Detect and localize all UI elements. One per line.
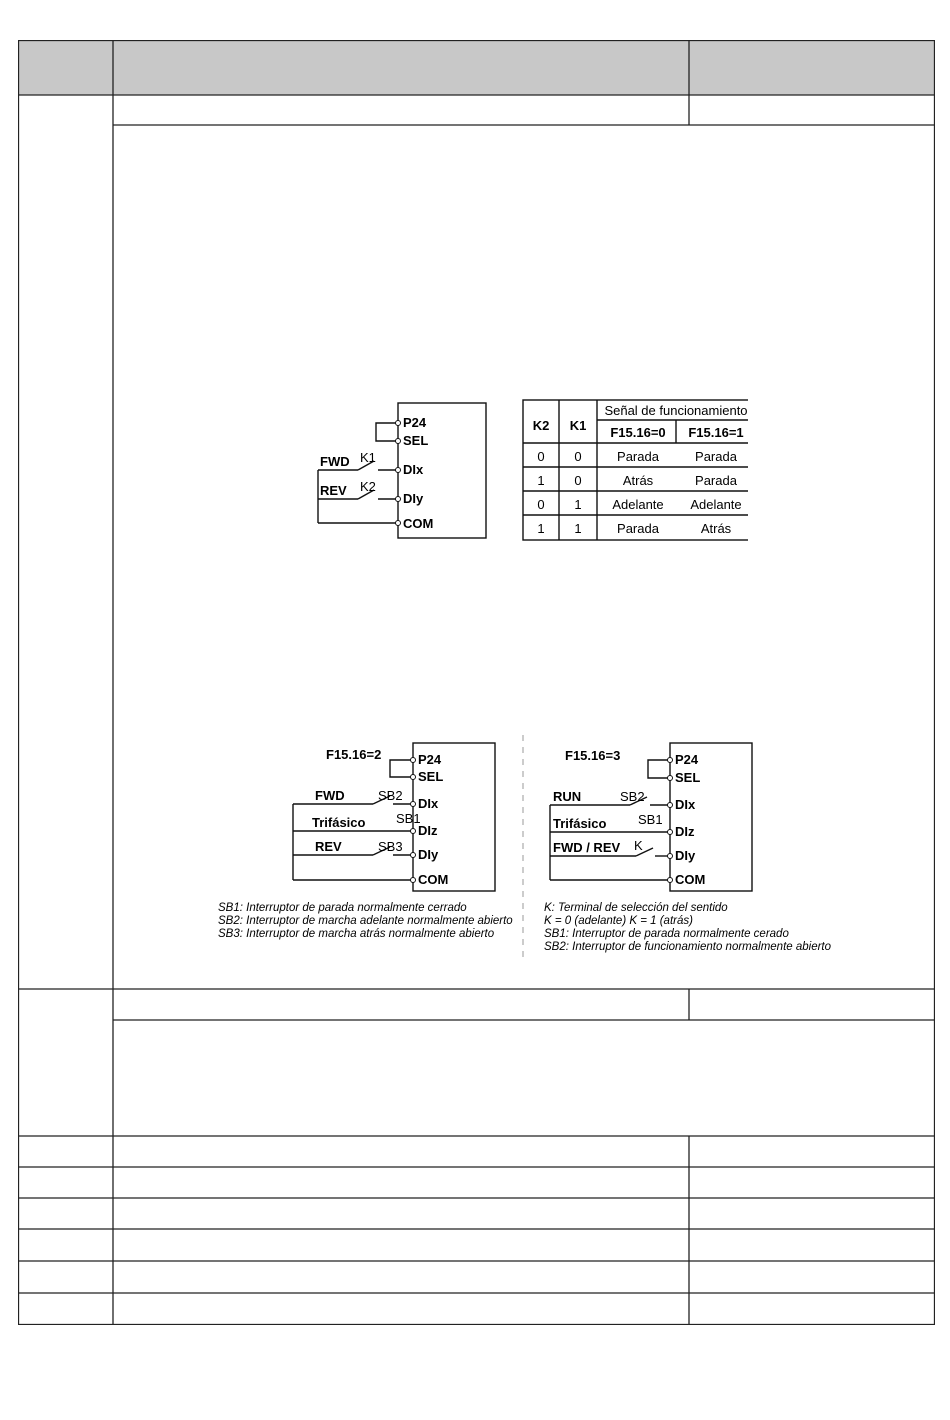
d3-label-sb2: SB2 <box>620 789 645 804</box>
d3-terminal-p24: P24 <box>675 752 699 767</box>
label-k1: K1 <box>360 450 376 465</box>
truth-table-cell: 0 <box>537 449 545 464</box>
d2-label-sb3: SB3 <box>378 839 403 854</box>
d2-label-fwd: FWD <box>315 788 345 803</box>
label-rev: REV <box>320 483 347 498</box>
terminal-dix: DIx <box>403 462 424 477</box>
d3-note-k: K: Terminal de selección del sentido <box>544 902 728 914</box>
d2-terminal-p24: P24 <box>418 752 442 767</box>
wiring-diagram-two-wire <box>308 395 748 545</box>
diagram-separator <box>518 735 528 960</box>
label-fwd: FWD <box>320 454 350 469</box>
wiring-diagram-three-wire-mode2 <box>198 740 528 950</box>
d3-note-sb2: SB2: Interruptor de funcionamiento normalmente abierto <box>544 941 832 953</box>
d2-note-sb3: SB3: Interruptor de marcha atrás normalmente abierto <box>218 928 495 940</box>
table-sub-header-1: F15.16=1 <box>688 425 744 440</box>
truth-table-cell: 0 <box>574 449 582 464</box>
terminal-com: COM <box>403 516 434 531</box>
truth-table-cell: Adelante <box>612 497 664 512</box>
truth-table-grid <box>523 400 748 540</box>
d2-terminal-dix: DIx <box>418 796 439 811</box>
truth-table-cell: Parada <box>617 521 659 536</box>
terminal-p24: P24 <box>403 415 427 430</box>
label-k2: K2 <box>360 479 376 494</box>
table-col-k1: K1 <box>569 418 587 433</box>
d2-note-sb1: SB1: Interruptor de parada normalmente cerrado <box>218 902 467 914</box>
table-header-row <box>18 40 935 95</box>
parameter-table-grid <box>18 40 935 1325</box>
d2-note-sb2: SB2: Interruptor de marcha adelante normalmente abierto <box>218 915 513 927</box>
diagram2-title: F15.16=2 <box>326 747 382 762</box>
truth-table-cell: Atrás <box>622 473 654 488</box>
truth-table-cell: 1 <box>537 473 545 488</box>
d3-label-k: K <box>634 838 643 853</box>
d3-note-k-values: K = 0 (adelante) K = 1 (atrás) <box>544 915 693 927</box>
table-col-k2: K2 <box>532 418 550 433</box>
d2-label-trifasico: Trifásico <box>312 815 366 830</box>
table-sub-header-0: F15.16=0 <box>610 425 666 440</box>
document-page <box>18 40 935 1325</box>
truth-table-cell: Atrás <box>700 521 732 536</box>
table-group-header: Señal de funcionamiento <box>604 403 748 418</box>
truth-table-cell: Adelante <box>690 497 742 512</box>
terminal-diy: DIy <box>403 491 424 506</box>
d3-terminal-com: COM <box>675 872 706 887</box>
d3-label-run: RUN <box>553 789 582 804</box>
truth-table-cell: Parada <box>695 473 737 488</box>
d2-label-sb1: SB1 <box>396 811 421 826</box>
d2-label-sb2: SB2 <box>378 788 403 803</box>
d3-terminal-diy: DIy <box>675 848 696 863</box>
wiring-diagram-three-wire-mode3 <box>538 740 868 960</box>
d3-note-sb1: SB1: Interruptor de parada normalmente cerado <box>544 928 789 940</box>
truth-table-cell: 1 <box>537 521 545 536</box>
terminal-sel: SEL <box>403 433 429 448</box>
truth-table-cell: 0 <box>574 473 582 488</box>
d2-terminal-diy: DIy <box>418 847 439 862</box>
truth-table-cell: 1 <box>574 521 582 536</box>
d2-terminal-sel: SEL <box>418 769 444 784</box>
diagram3-title: F15.16=3 <box>565 748 621 763</box>
d2-label-rev: REV <box>315 839 342 854</box>
truth-table-cell: Parada <box>617 449 659 464</box>
d3-label-sb1: SB1 <box>638 812 663 827</box>
d3-terminal-diz: DIz <box>675 824 695 839</box>
truth-table-cell: Parada <box>695 449 737 464</box>
d3-terminal-sel: SEL <box>675 770 701 785</box>
d2-terminal-diz: DIz <box>418 823 438 838</box>
d3-label-fwd-rev: FWD / REV <box>553 840 621 855</box>
d3-terminal-dix: DIx <box>675 797 696 812</box>
d3-label-trifasico: Trifásico <box>553 816 607 831</box>
d2-terminal-com: COM <box>418 872 449 887</box>
truth-table-cell: 0 <box>537 497 545 512</box>
truth-table-cell: 1 <box>574 497 582 512</box>
